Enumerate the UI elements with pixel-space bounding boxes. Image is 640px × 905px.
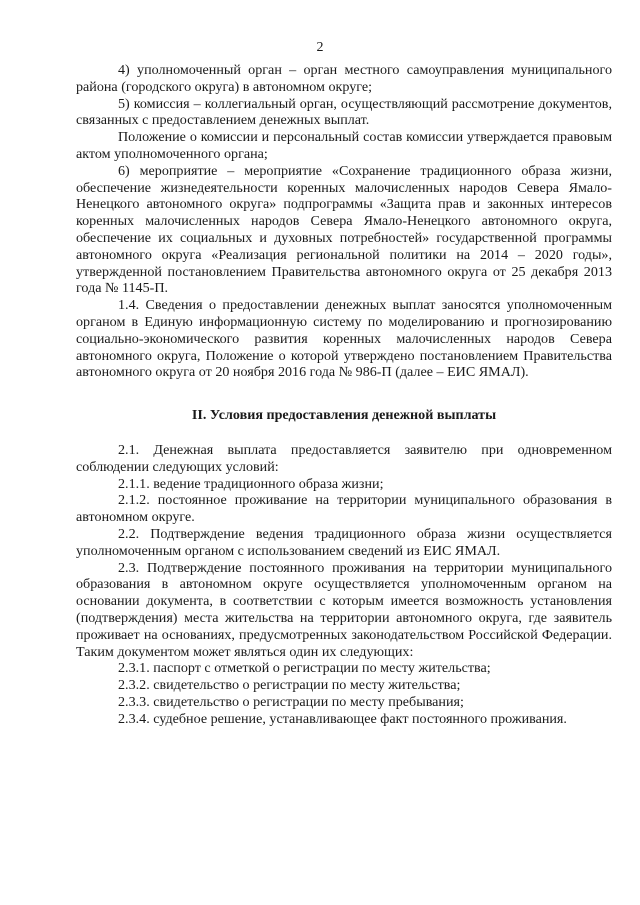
paragraph-2-1-2: 2.1.2. постоянное проживание на территории муниципального образования в автономном округе. bbox=[76, 492, 612, 526]
paragraph-2-1: 2.1. Денежная выплата предоставляется заявителю при одновременном соблюдении следующих условий: bbox=[76, 441, 612, 475]
section-heading: II. Условия предоставления денежной выплаты bbox=[191, 407, 497, 424]
document-body bbox=[76, 62, 612, 727]
paragraph-2-3: 2.3. Подтверждение постоянного проживания на территории муниципального образования в автономном округе осуществляется уполномоченным органом на основании документа, в соответствии с которым имеется возможность установления (подтверждения) места жительства на территории автономного округа, где заявитель проживает на основаниях, предусмотренных законодательством Российской Федерации. Таким документом может являться один их следующих: bbox=[76, 559, 612, 660]
paragraph-item-6: 6) мероприятие – мероприятие «Сохранение традиционного образа жизни, обеспечение жизнедеятельности коренных малочисленных народов Севера Ямало-Ненецкого автономного округа» подпрограммы «Защита прав и законных интересов коренных малочисленных народов Севера Ямало-Ненецкого автономного округа, обеспечение их социальных и духовных потребностей» государственной программы автономного округа «Реализация региональной политики на 2014 – 2020 годы», утвержденной постановлением Правительства автономного округа от 25 декабря 2013 года № 1145-П. bbox=[76, 162, 612, 297]
paragraph-1-4: 1.4. Сведения о предоставлении денежных выплат заносятся уполномоченным органом в Единую информационную систему по моделированию и прогнозированию социально-экономического развития коренных малочисленных народов Севера автономного округа, Положение о которой утверждено постановлением Правительства автономного округа от 20 ноября 2016 года № 986-П (далее – ЕИС ЯМАЛ). bbox=[76, 297, 612, 381]
paragraph-item-4: 4) уполномоченный орган – орган местного самоуправления муниципального района (городского округа) в автономном округе; bbox=[76, 62, 612, 95]
paragraph-2-3-2: 2.3.2. свидетельство о регистрации по месту жительства; bbox=[118, 677, 461, 694]
paragraph-2-3-4: 2.3.4. судебное решение, устанавливающее факт постоянного проживания. bbox=[118, 710, 567, 727]
paragraph-commission-note: Положение о комиссии и персональный состав комиссии утверждается правовым актом уполномоченного органа; bbox=[76, 129, 612, 162]
page-number: 2 bbox=[316, 40, 324, 55]
paragraph-item-5: 5) комиссия – коллегиальный орган, осуществляющий рассмотрение документов, связанных с предоставлением денежных выплат. bbox=[76, 95, 612, 129]
paragraph-2-1-1: 2.1.1. ведение традиционного образа жизни; bbox=[118, 475, 384, 492]
paragraph-2-3-3: 2.3.3. свидетельство о регистрации по месту пребывания; bbox=[118, 693, 464, 710]
paragraph-2-2: 2.2. Подтверждение ведения традиционного образа жизни осуществляется уполномоченным органом с использованием сведений из ЕИС ЯМАЛ. bbox=[76, 525, 612, 559]
paragraph-2-3-1: 2.3.1. паспорт с отметкой о регистрации по месту жительства; bbox=[118, 660, 491, 677]
